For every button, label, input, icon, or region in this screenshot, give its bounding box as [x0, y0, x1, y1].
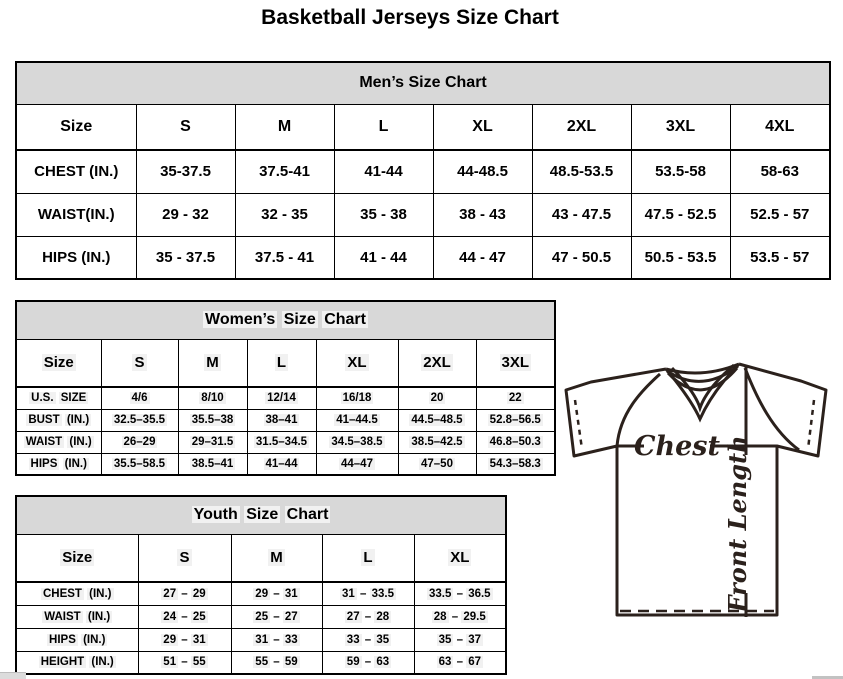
size-value-cell: 26–29: [101, 431, 178, 453]
size-value-cell: 8/10: [178, 387, 247, 409]
row-label: HIPS (IN.): [16, 453, 101, 475]
size-value-cell: 31 – 33.5: [322, 582, 414, 605]
table-row: [16, 339, 555, 387]
size-value-cell: 31.5–34.5: [247, 431, 316, 453]
table-row: [16, 453, 555, 475]
column-header: Size: [16, 339, 101, 387]
table-row: [16, 301, 555, 339]
column-header: 2XL: [398, 339, 476, 387]
size-value-cell: 29 – 31: [138, 628, 231, 651]
cuff-dashed-line-left: [575, 400, 582, 449]
table-row: [16, 193, 830, 236]
table-row: [16, 651, 506, 674]
size-value-cell: 41 - 44: [334, 236, 433, 279]
size-value-cell: 24 – 25: [138, 605, 231, 628]
size-value-cell: 37.5 - 41: [235, 236, 334, 279]
size-value-cell: 20: [398, 387, 476, 409]
table-row: [16, 534, 506, 582]
size-value-cell: 32 - 35: [235, 193, 334, 236]
size-value-cell: 12/14: [247, 387, 316, 409]
table-row: [16, 236, 830, 279]
size-value-cell: 47 - 50.5: [532, 236, 631, 279]
table-row: [16, 582, 506, 605]
size-value-cell: 33 – 35: [322, 628, 414, 651]
column-header: XL: [414, 534, 506, 582]
column-header: Size: [16, 534, 138, 582]
row-label: HEIGHT (IN.): [16, 651, 138, 674]
chest-label: Chest: [634, 431, 720, 462]
row-label: HIPS (IN.): [16, 628, 138, 651]
size-value-cell: 47.5 - 52.5: [631, 193, 730, 236]
size-value-cell: 44-48.5: [433, 150, 532, 193]
table-row: [16, 150, 830, 193]
size-value-cell: 44 - 47: [433, 236, 532, 279]
size-value-cell: 31 – 33: [231, 628, 322, 651]
size-value-cell: 35 – 37: [414, 628, 506, 651]
row-label: CHEST (IN.): [16, 150, 136, 193]
row-label: CHEST (IN.): [16, 582, 138, 605]
column-header: M: [231, 534, 322, 582]
size-value-cell: 55 – 59: [231, 651, 322, 674]
size-value-cell: 25 – 27: [231, 605, 322, 628]
column-header: Size: [16, 104, 136, 150]
mens-size-table: [15, 61, 831, 280]
table-row: [16, 409, 555, 431]
size-value-cell: 63 – 67: [414, 651, 506, 674]
size-value-cell: 38.5–41: [178, 453, 247, 475]
size-value-cell: 29–31.5: [178, 431, 247, 453]
youth-chart-title: Youth Size Chart: [16, 496, 506, 534]
column-header: 4XL: [730, 104, 830, 150]
women-chart-title: Women’s Size Chart: [16, 301, 555, 339]
size-value-cell: 22: [476, 387, 555, 409]
size-value-cell: 59 – 63: [322, 651, 414, 674]
size-value-cell: 29 - 32: [136, 193, 235, 236]
column-header: L: [334, 104, 433, 150]
table-row: [16, 104, 830, 150]
men-chart-title: Men’s Size Chart: [16, 62, 830, 104]
size-value-cell: 38–41: [247, 409, 316, 431]
row-label: WAIST (IN.): [16, 605, 138, 628]
column-header: L: [322, 534, 414, 582]
youth-size-table: [15, 495, 507, 675]
column-header: S: [101, 339, 178, 387]
womens-size-table: [15, 300, 556, 476]
size-value-cell: 35 - 37.5: [136, 236, 235, 279]
size-value-cell: 51 – 55: [138, 651, 231, 674]
column-header: M: [178, 339, 247, 387]
jersey-drawing: [561, 360, 835, 624]
size-value-cell: 44.5–48.5: [398, 409, 476, 431]
size-value-cell: 53.5 - 57: [730, 236, 830, 279]
column-header: S: [136, 104, 235, 150]
size-value-cell: 34.5–38.5: [316, 431, 398, 453]
size-value-cell: 53.5-58: [631, 150, 730, 193]
size-value-cell: 32.5–35.5: [101, 409, 178, 431]
size-value-cell: 27 – 29: [138, 582, 231, 605]
size-value-cell: 41–44.5: [316, 409, 398, 431]
size-value-cell: 29 – 31: [231, 582, 322, 605]
column-header: 3XL: [631, 104, 730, 150]
size-value-cell: 35.5–58.5: [101, 453, 178, 475]
table-row: [16, 628, 506, 651]
table-row: [16, 496, 506, 534]
size-value-cell: 28 – 29.5: [414, 605, 506, 628]
size-value-cell: 33.5 – 36.5: [414, 582, 506, 605]
column-header: XL: [316, 339, 398, 387]
size-value-cell: 52.8–56.5: [476, 409, 555, 431]
column-header: 2XL: [532, 104, 631, 150]
row-label: WAIST(IN.): [16, 193, 136, 236]
size-value-cell: 41-44: [334, 150, 433, 193]
cuff-dashed-line-right: [808, 400, 814, 449]
size-value-cell: 44–47: [316, 453, 398, 475]
row-label: U.S. SIZE: [16, 387, 101, 409]
size-value-cell: 54.3–58.3: [476, 453, 555, 475]
row-label: HIPS (IN.): [16, 236, 136, 279]
table-row: [16, 605, 506, 628]
row-label: WAIST (IN.): [16, 431, 101, 453]
size-value-cell: 46.8–50.3: [476, 431, 555, 453]
size-value-cell: 27 – 28: [322, 605, 414, 628]
size-value-cell: 35 - 38: [334, 193, 433, 236]
size-value-cell: 38.5–42.5: [398, 431, 476, 453]
size-value-cell: 38 - 43: [433, 193, 532, 236]
row-label: BUST (IN.): [16, 409, 101, 431]
size-value-cell: 43 - 47.5: [532, 193, 631, 236]
size-value-cell: 37.5-41: [235, 150, 334, 193]
page-title: Basketball Jerseys Size Chart: [261, 6, 559, 29]
size-value-cell: 35.5–38: [178, 409, 247, 431]
front-length-label: Front Length: [723, 435, 752, 613]
size-value-cell: 52.5 - 57: [730, 193, 830, 236]
table-row: [16, 387, 555, 409]
size-value-cell: 16/18: [316, 387, 398, 409]
column-header: 3XL: [476, 339, 555, 387]
jersey-measurement-diagram: [561, 360, 835, 624]
column-header: M: [235, 104, 334, 150]
size-value-cell: 50.5 - 53.5: [631, 236, 730, 279]
column-header: S: [138, 534, 231, 582]
column-header: L: [247, 339, 316, 387]
size-value-cell: 41–44: [247, 453, 316, 475]
size-value-cell: 48.5-53.5: [532, 150, 631, 193]
size-value-cell: 4/6: [101, 387, 178, 409]
size-value-cell: 35-37.5: [136, 150, 235, 193]
size-value-cell: 47–50: [398, 453, 476, 475]
size-value-cell: 58-63: [730, 150, 830, 193]
table-row: [16, 62, 830, 104]
column-header: XL: [433, 104, 532, 150]
table-row: [16, 431, 555, 453]
horizontal-scrollbar-fragment-left[interactable]: [0, 672, 26, 679]
